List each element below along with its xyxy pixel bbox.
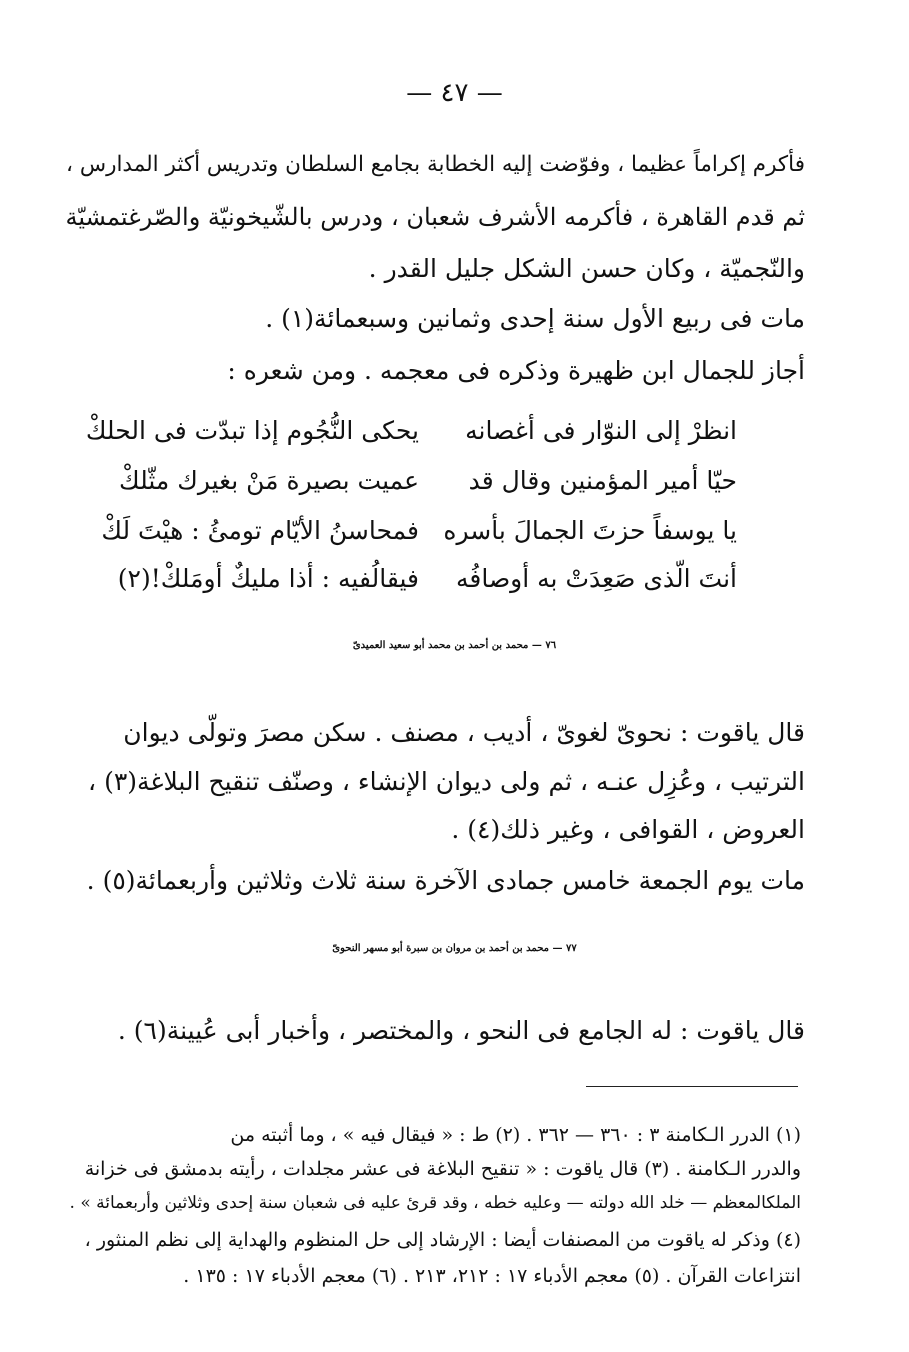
verse-first-hemistich: يا يوسفاً حزتَ الجمالَ بأسره xyxy=(443,516,737,545)
footnote-line: الملكالمعظم — خلد الله دولته — وعليه خطه ، وقد قرئ عليه فى شعبان سنة إحدى وثلاثين وأربعمائة » . xyxy=(69,1193,801,1213)
footnote-line: (١) الدرر الـكامنة ٣ : ٣٦٠ — ٣٦٢ . (٢) ط : « فيقال فيه » ، وما أثبته من xyxy=(230,1124,801,1146)
verse-first-hemistich: أنتَ الّذى صَعِدَتْ به أوصافُه xyxy=(455,564,737,593)
verse-second-hemistich: فمحاسنُ الأيّام تومئُ : هيْتَ لَكْ xyxy=(101,516,419,545)
body-text-line: فأكرم إكراماً عظيما ، وفوّضت إليه الخطابة بجامع السلطان وتدريس أكثر المدارس ، xyxy=(66,152,805,177)
entry-76-text-line: الترتيب ، وعُزِل عنـه ، ثم ولى ديوان الإنشاء ، وصنّف تنقيح البلاغة(٣) ، xyxy=(88,767,805,796)
verse-second-hemistich: فيقالُفيه : أذا مليكٌ أومَلكْ!(٢) xyxy=(117,564,419,593)
footnote-separator xyxy=(586,1086,798,1087)
body-text-line: أجاز للجمال ابن ظهيرة وذكره فى معجمه . ومن شعره : xyxy=(227,356,805,385)
entry-heading-77: ٧٧ — محمد بن أحمد بن مروان بن سبرة أبو مسهر النحوىّ xyxy=(332,943,577,954)
verse-first-hemistich: حيّا أمير المؤمنين وقال قد xyxy=(468,466,737,495)
page-number: — ٤٧ — xyxy=(406,78,503,108)
verse-second-hemistich: عميت بصيرة مَنْ بغيرك مثّلكْ xyxy=(119,466,419,495)
entry-heading-76: ٧٦ — محمد بن أحمد بن محمد أبو سعيد العميدىّ xyxy=(352,640,557,651)
body-text-line: ثم قدم القاهرة ، فأكرمه الأشرف شعبان ، ودرس بالشّيخونيّة والصّرغتمشيّة xyxy=(65,203,805,231)
body-text-line: والنّجميّة ، وكان حسن الشكل جليل القدر . xyxy=(368,254,805,283)
body-text-line: مات فى ربيع الأول سنة إحدى وثمانين وسبعمائة(١) . xyxy=(265,304,805,333)
entry-76-text-line: مات يوم الجمعة خامس جمادى الآخرة سنة ثلاث وثلاثين وأربعمائة(٥) . xyxy=(86,866,805,895)
verse-first-hemistich: انظرْ إلى النوّار فى أغصانه xyxy=(465,416,737,445)
footnote-line: (٤) وذكر له ياقوت من المصنفات أيضا : الإرشاد إلى حل المنظوم والهداية إلى نظم المنثور ، xyxy=(84,1229,801,1251)
entry-76-text-line: العروض ، القوافى ، وغير ذلك(٤) . xyxy=(451,815,805,844)
footnote-line: انتزاعات القرآن . (٥) معجم الأدباء ١٧ : ٢١٢، ٢١٣ . (٦) معجم الأدباء ١٧ : ١٣٥ . xyxy=(183,1265,801,1287)
verse-second-hemistich: يحكى النُّجُوم إذا تبدّت فى الحلكْ xyxy=(85,416,419,445)
footnote-line: والدرر الـكامنة . (٣) قال ياقوت : « تنقيح البلاغة فى عشر مجلدات ، رأيته بدمشق فى خزانة xyxy=(84,1158,801,1180)
entry-76-text-line: قال ياقوت : نحوىّ لغوىّ ، أديب ، مصنف . سكن مصرَ وتولّى ديوان xyxy=(123,718,805,747)
entry-77-text-line: قال ياقوت : له الجامع فى النحو ، والمختصر ، وأخبار أبى عُيينة(٦) . xyxy=(117,1016,805,1045)
